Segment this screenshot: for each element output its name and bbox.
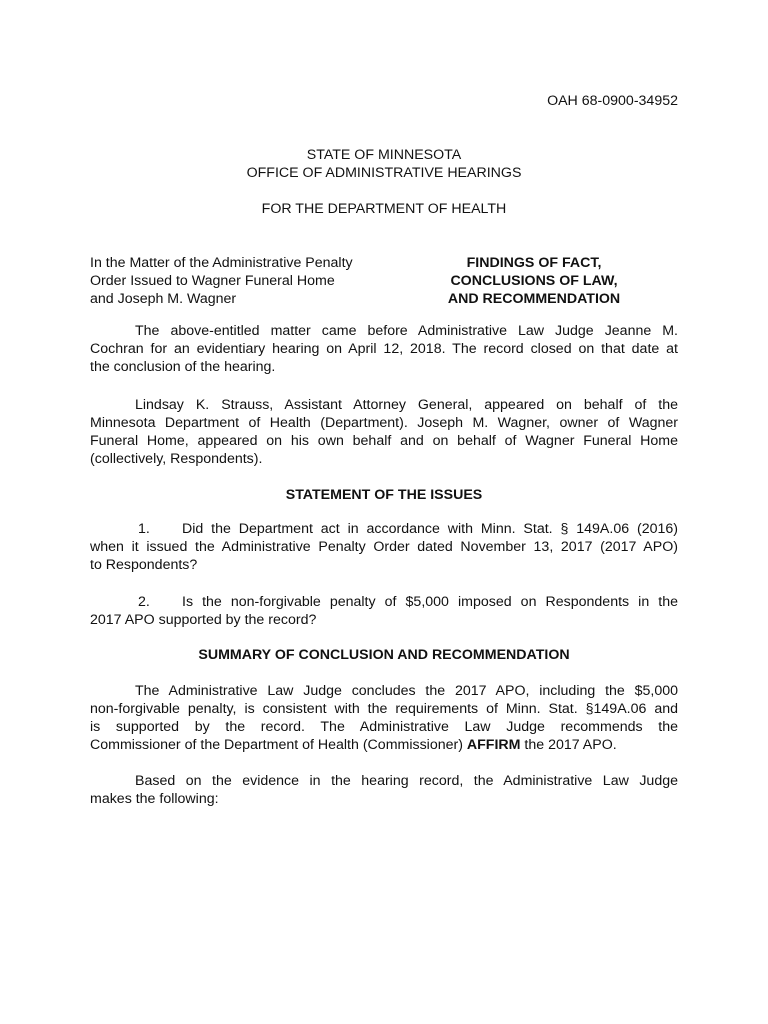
paragraph-line: (collectively, Respondents).	[90, 451, 263, 467]
paragraph-line: to Respondents?	[90, 557, 198, 573]
closing-paragraph	[90, 772, 678, 808]
issue-1	[90, 520, 678, 574]
case-caption	[90, 254, 390, 308]
summary-heading: SUMMARY OF CONCLUSION AND RECOMMENDATION	[198, 647, 570, 663]
issue-number: 1.	[138, 521, 150, 537]
paragraph-line: Cochran for an evidentiary hearing on April 12, 2018. The record closed on that date at	[90, 341, 678, 357]
summary-text: the 2017 APO.	[520, 737, 617, 753]
document-title-line: AND RECOMMENDATION	[447, 291, 621, 307]
intro-paragraph	[90, 322, 678, 376]
paragraph-line: non-forgivable penalty, is consistent with the requirements of Minn. Stat. §149A.06 and	[90, 701, 678, 717]
issues-heading: STATEMENT OF THE ISSUES	[285, 487, 483, 503]
case-caption-line: In the Matter of the Administrative Penalty	[90, 255, 353, 271]
document-title-line: CONCLUSIONS OF LAW,	[450, 273, 618, 289]
paragraph-line: the conclusion of the hearing.	[90, 359, 276, 375]
case-caption-line: and Joseph M. Wagner	[90, 291, 237, 307]
paragraph-line: when it issued the Administrative Penalty Order dated November 13, 2017 (2017 APO)	[90, 539, 678, 555]
affirm-text: AFFIRM	[466, 737, 521, 753]
issue-number: 2.	[138, 594, 150, 610]
paragraph-line: The Administrative Law Judge concludes the 2017 APO, including the $5,000	[135, 683, 678, 699]
paragraph-line: makes the following:	[90, 791, 219, 807]
paragraph-line	[90, 520, 678, 538]
case-caption-line: Order Issued to Wagner Funeral Home	[90, 273, 335, 289]
paragraph-line	[90, 736, 678, 754]
issue-text: Did the Department act in accordance with Minn. Stat. § 149A.06 (2016)	[182, 521, 678, 537]
issue-text: Is the non-forgivable penalty of $5,000 imposed on Respondents in the	[182, 594, 678, 610]
paragraph-line: is supported by the record. The Administrative Law Judge recommends the	[90, 719, 678, 735]
department-heading: FOR THE DEPARTMENT OF HEALTH	[261, 201, 507, 217]
docket-number: OAH 68-0900-34952	[547, 93, 678, 109]
state-heading: STATE OF MINNESOTA	[306, 147, 462, 163]
paragraph-line: Minnesota Department of Health (Department). Joseph M. Wagner, owner of Wagner	[90, 415, 678, 431]
summary-text: Commissioner of the Department of Health (Commissioner)	[90, 737, 467, 753]
paragraph-line: Funeral Home, appeared on his own behalf and on behalf of Wagner Funeral Home	[90, 433, 678, 449]
paragraph-line: Based on the evidence in the hearing record, the Administrative Law Judge	[135, 773, 678, 789]
paragraph-line: 2017 APO supported by the record?	[90, 612, 317, 628]
paragraph-line: Lindsay K. Strauss, Assistant Attorney General, appeared on behalf of the	[135, 397, 678, 413]
paragraph-line: The above-entitled matter came before Administrative Law Judge Jeanne M.	[135, 323, 678, 339]
appearances-paragraph	[90, 396, 678, 468]
document-title-line: FINDINGS OF FACT,	[466, 255, 602, 271]
summary-paragraph	[90, 682, 678, 754]
office-heading: OFFICE OF ADMINISTRATIVE HEARINGS	[246, 165, 522, 181]
paragraph-line	[90, 593, 678, 611]
document-title	[408, 254, 660, 308]
issue-2	[90, 593, 678, 629]
